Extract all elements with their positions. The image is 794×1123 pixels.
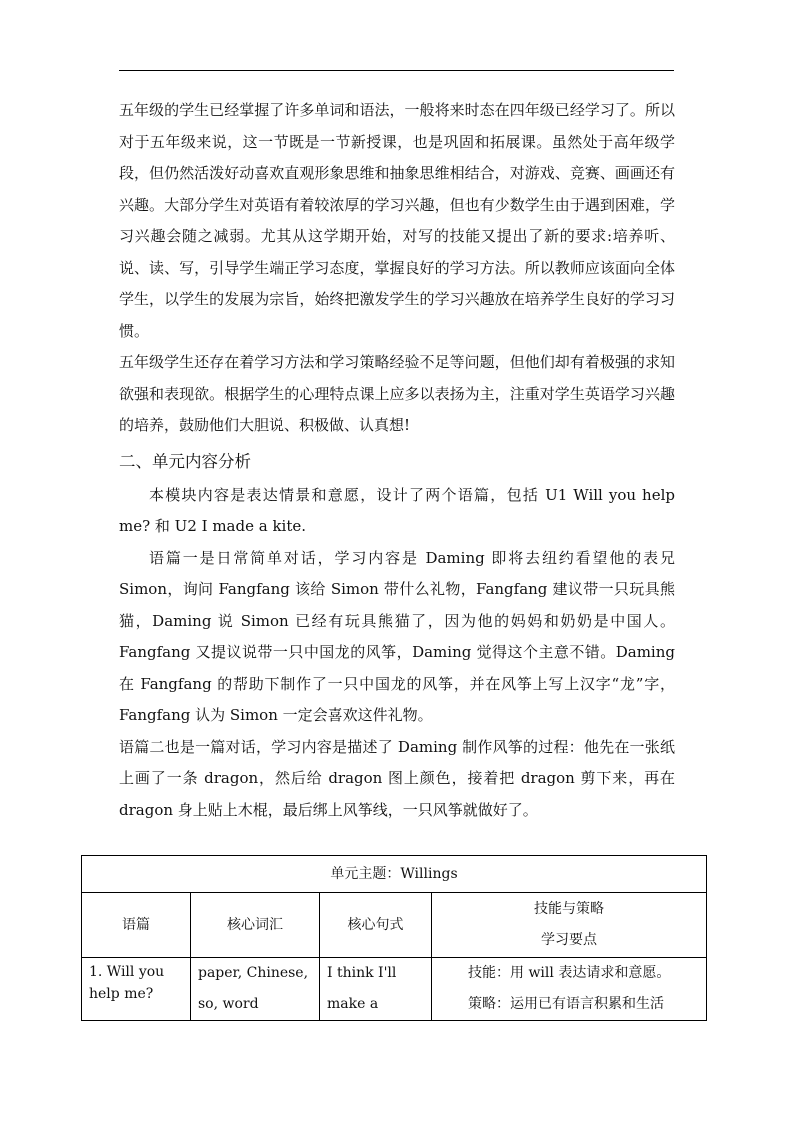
paragraph-unit-2: 语篇一是日常简单对话，学习内容是 Daming 即将去纽约看望他的表兄 Simon，询问 Fangfang 该给 Simon 带什么礼物，Fangfang 建议带一只玩具熊猫，Daming 说 Simon 已经有玩具熊猫了，因为他的妈妈和奶奶是中国人。Fangfang 又提议说带一只中国龙的风筝，Daming 觉得这个主意不错。Daming 在 Fangfang 的帮助下制作了一只中国龙的风筝，并在风筝上写上汉字“龙”字，Fangfang 认为 Simon 一定会喜欢这件礼物。 bbox=[119, 548, 675, 724]
header-skills bbox=[432, 893, 707, 958]
table-row bbox=[82, 958, 707, 1021]
unit-theme-cell: 单元主题：Willings bbox=[82, 856, 707, 893]
cell-vocab: paper, Chinese, so, word bbox=[191, 958, 320, 1021]
paragraph-unit-3: 语篇二也是一篇对话，学习内容是描述了 Daming 制作风筝的过程：他先在一张纸上画了一条 dragon，然后给 dragon 图上颜色，接着把 dragon 剪下来，再在 dragon 身上贴上木棍，最后绑上风筝线，一只风筝就做好了。 bbox=[119, 737, 675, 819]
paragraph-students-1: 五年级的学生已经掌握了许多单词和语法，一般将来时态在四年级已经学习了。所以对于五年级来说，这一节既是一节新授课，也是巩固和拓展课。虽然处于高年级学段，但仍然活泼好动喜欢直观形象思维和抽象思维相结合，对游戏、竞赛、画画还有兴趣。大部分学生对英语有着较浓厚的学习兴趣，但也有少数学生由于遇到困难，学习兴趣会随之减弱。尤其从这学期开始，对写的技能又提出了新的要求:培养听、说、读、写，引导学生端正学习态度，掌握良好的学习方法。所以教师应该面向全体学生，以学生的发展为宗旨，始终把激发学生的学习兴趣放在培养学生良好的学习习惯。 bbox=[119, 101, 675, 340]
header-skills-line1: 技能与策略 bbox=[534, 901, 605, 917]
header-vocab: 核心词汇 bbox=[191, 893, 320, 958]
header-rule bbox=[119, 70, 674, 71]
header-skills-line2: 学习要点 bbox=[541, 932, 598, 948]
section-heading: 二、单元内容分析 bbox=[119, 451, 251, 471]
unit-table bbox=[81, 855, 707, 1021]
cell-sentence: I think I'll make a bbox=[320, 958, 432, 1021]
cell-lesson: 1. Will you help me? bbox=[82, 958, 191, 1021]
cell-skills-line1: 技能：用 will 表达请求和意愿。 bbox=[468, 965, 671, 981]
cell-skills-line2: 策略：运用已有语言积累和生活 bbox=[468, 996, 664, 1012]
cell-skills bbox=[432, 958, 707, 1021]
paragraph-students-2: 五年级学生还存在着学习方法和学习策略经验不足等问题，但他们却有着极强的求知欲强和表现欲。根据学生的心理特点课上应多以表扬为主，注重对学生英语学习兴趣的培养，鼓励他们大胆说、积极做、认真想! bbox=[119, 353, 675, 434]
header-lesson: 语篇 bbox=[82, 893, 191, 958]
paragraph-unit-1: 本模块内容是表达情景和意愿，设计了两个语篇，包括 U1 Will you help me? 和 U2 I made a kite. bbox=[119, 485, 675, 535]
header-sentence: 核心句式 bbox=[320, 893, 432, 958]
document-body bbox=[119, 95, 675, 826]
